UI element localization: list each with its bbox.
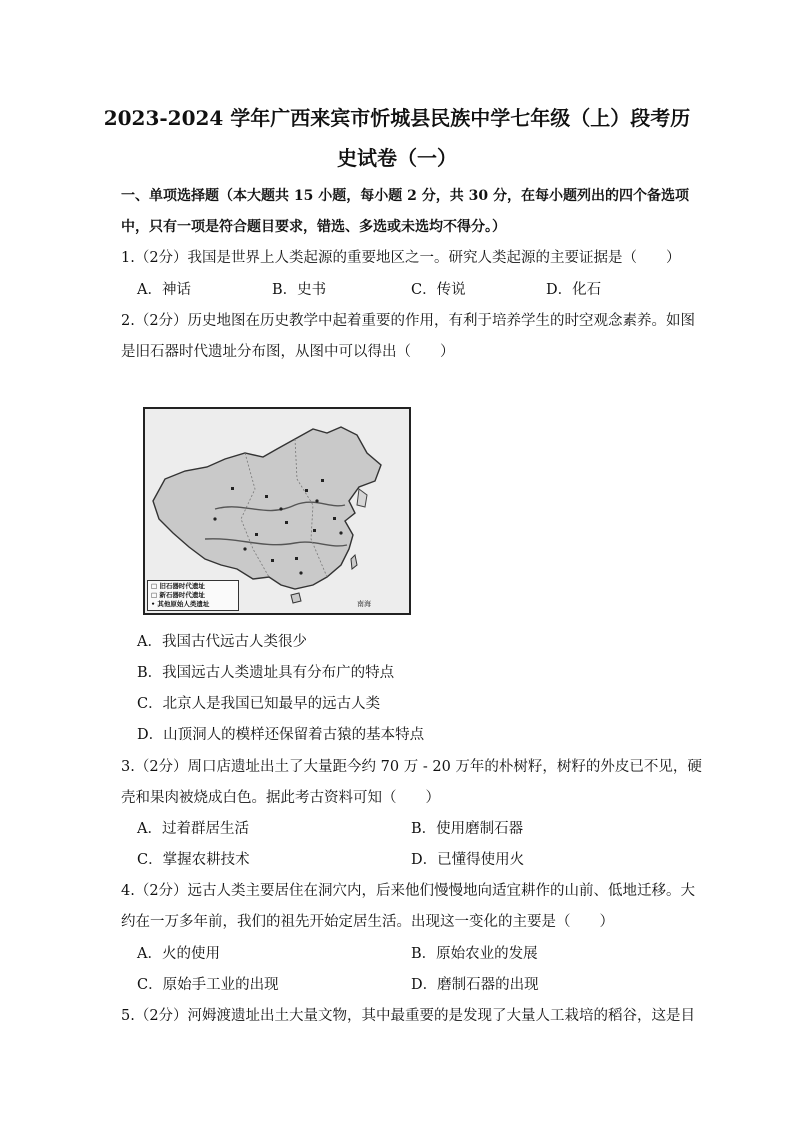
question-4-option-b: B．原始农业的发展	[411, 946, 538, 962]
question-1-stem: 1.（2分）我国是世界上人类起源的重要地区之一。研究人类起源的主要证据是（ ）	[121, 250, 681, 266]
question-3-option-a: A．过着群居生活	[137, 821, 249, 837]
legend-neolithic: □ 新石器时代遗址	[151, 591, 205, 599]
question-2-option-a: A．我国古代远古人类很少	[137, 634, 307, 650]
map-legend	[147, 580, 239, 611]
question-3-option-d: D．已懂得使用火	[411, 852, 525, 868]
question-3-option-b: B．使用磨制石器	[411, 821, 524, 837]
question-5-stem-line-1: 5.（2分）河姆渡遗址出土大量文物，其中最重要的是发现了大量人工栽培的稻谷，这是目	[121, 1008, 696, 1024]
question-1-option-b: B．史书	[272, 282, 327, 298]
map-sea-label: 南海	[357, 600, 371, 608]
section-instructions-line-1: 一、单项选择题（本大题共 15 小题，每小题 2 分，共 30 分，在每小题列出的四个备选项	[121, 188, 689, 204]
legend-other-sites: • 其他原始人类遗址	[151, 600, 210, 608]
question-4-option-d: D．磨制石器的出现	[411, 977, 539, 993]
legend-paleolithic: □ 旧石器时代遗址	[151, 582, 205, 590]
question-1-option-c: C．传说	[411, 282, 466, 298]
question-1-option-a: A．神话	[137, 282, 191, 298]
question-4-stem-line-1: 4.（2分）远古人类主要居住在洞穴内，后来他们慢慢地向适宜耕作的山前、低地迁移。大	[121, 883, 696, 899]
question-2-stem-line-1: 2.（2分）历史地图在历史教学中起着重要的作用，有利于培养学生的时空观念素养。如图	[121, 313, 696, 329]
question-3-stem-line-2: 壳和果肉被烧成白色。据此考古资料可知（ ）	[121, 790, 440, 806]
paleolithic-sites-map	[143, 407, 411, 615]
question-4-stem-line-2: 约在一万多年前，我们的祖先开始定居生活。出现这一变化的主要是（ ）	[121, 914, 614, 930]
question-2-option-d: D．山顶洞人的模样还保留着古猿的基本特点	[137, 727, 425, 743]
question-4-option-c: C．原始手工业的出现	[137, 977, 279, 993]
question-4-option-a: A．火的使用	[137, 946, 220, 962]
section-instructions-line-2: 中，只有一项是符合题目要求，错选、多选或未选均不得分。）	[121, 219, 506, 235]
question-2-option-c: C．北京人是我国已知最早的远古人类	[137, 696, 381, 712]
question-3-option-c: C．掌握农耕技术	[137, 852, 250, 868]
exam-title-line-2: 史试卷（一）	[337, 146, 457, 170]
question-3-stem-line-1: 3.（2分）周口店遗址出土了大量距今约 70 万 - 20 万年的朴树籽，树籽的外皮已不见，硬	[121, 759, 702, 775]
question-1-option-d: D．化石	[546, 282, 602, 298]
question-2-stem-line-2: 是旧石器时代遗址分布图，从图中可以得出（ ）	[121, 344, 455, 360]
exam-title-line-1: 2023-2024 学年广西来宾市忻城县民族中学七年级（上）段考历	[103, 106, 691, 130]
question-2-option-b: B．我国远古人类遗址具有分布广的特点	[137, 665, 395, 681]
